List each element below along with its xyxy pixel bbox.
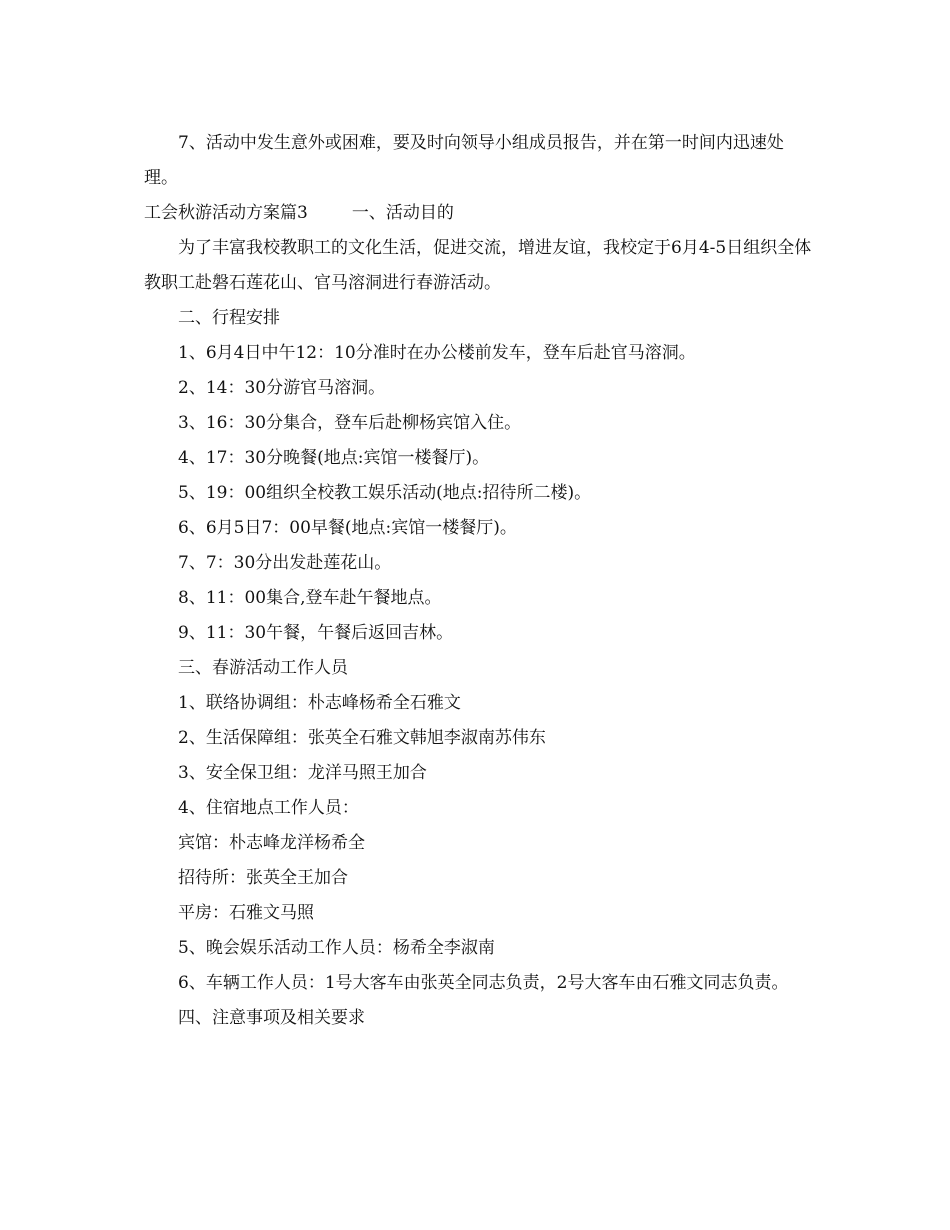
schedule-item-5: 5、19：00组织全校教工娱乐活动(地点:招待所二楼)。 xyxy=(178,483,592,503)
lodging-item-hotel: 宾馆：朴志峰龙洋杨希全 xyxy=(178,833,365,853)
section-heading-3: 三、春游活动工作人员 xyxy=(178,658,348,678)
staff-item-1: 1、联络协调组：朴志峰杨希全石雅文 xyxy=(178,693,461,713)
document-body xyxy=(144,126,814,1036)
paragraph-item-7: 7、活动中发生意外或困难，要及时向领导小组成员报告，并在第一时间内迅速处理。 xyxy=(144,133,784,188)
schedule-item-7: 7、7：30分出发赴莲花山。 xyxy=(178,553,392,573)
schedule-item-2: 2、14：30分游官马溶洞。 xyxy=(178,378,386,398)
lodging-item-bungalow: 平房：石雅文马照 xyxy=(178,903,314,923)
schedule-item-8: 8、11：00集合,登车赴午餐地点。 xyxy=(178,588,442,608)
staff-item-6: 6、车辆工作人员：1号大客车由张英全同志负责，2号大客车由石雅文同志负责。 xyxy=(178,973,789,993)
schedule-item-6: 6、6月5日7：00早餐(地点:宾馆一楼餐厅)。 xyxy=(178,518,517,538)
purpose-paragraph: 为了丰富我校教职工的文化生活，促进交流，增进友谊，我校定于6月4-5日组织全体教职工赴磐石莲花山、官马溶洞进行春游活动。 xyxy=(144,238,812,293)
staff-item-4: 4、住宿地点工作人员： xyxy=(178,798,359,818)
staff-item-5: 5、晚会娱乐活动工作人员：杨希全李淑南 xyxy=(178,938,495,958)
schedule-item-1: 1、6月4日中午12：10分准时在办公楼前发车，登车后赴官马溶洞。 xyxy=(178,343,696,363)
section-heading-1: 一、活动目的 xyxy=(351,203,454,223)
section-heading-4: 四、注意事项及相关要求 xyxy=(178,1008,365,1028)
staff-item-2: 2、生活保障组：张英全石雅文韩旭李淑南苏伟东 xyxy=(178,728,546,748)
document-title: 工会秋游活动方案篇3 xyxy=(144,203,308,223)
schedule-item-3: 3、16：30分集合，登车后赴柳杨宾馆入住。 xyxy=(178,413,522,433)
lodging-item-guesthouse: 招待所：张英全王加合 xyxy=(178,868,348,888)
section-heading-2: 二、行程安排 xyxy=(178,308,280,328)
schedule-item-9: 9、11：30午餐，午餐后返回吉林。 xyxy=(178,623,454,643)
title-line xyxy=(144,196,814,231)
schedule-item-4: 4、17：30分晚餐(地点:宾馆一楼餐厅)。 xyxy=(178,448,490,468)
staff-item-3: 3、安全保卫组：龙洋马照王加合 xyxy=(178,763,427,783)
